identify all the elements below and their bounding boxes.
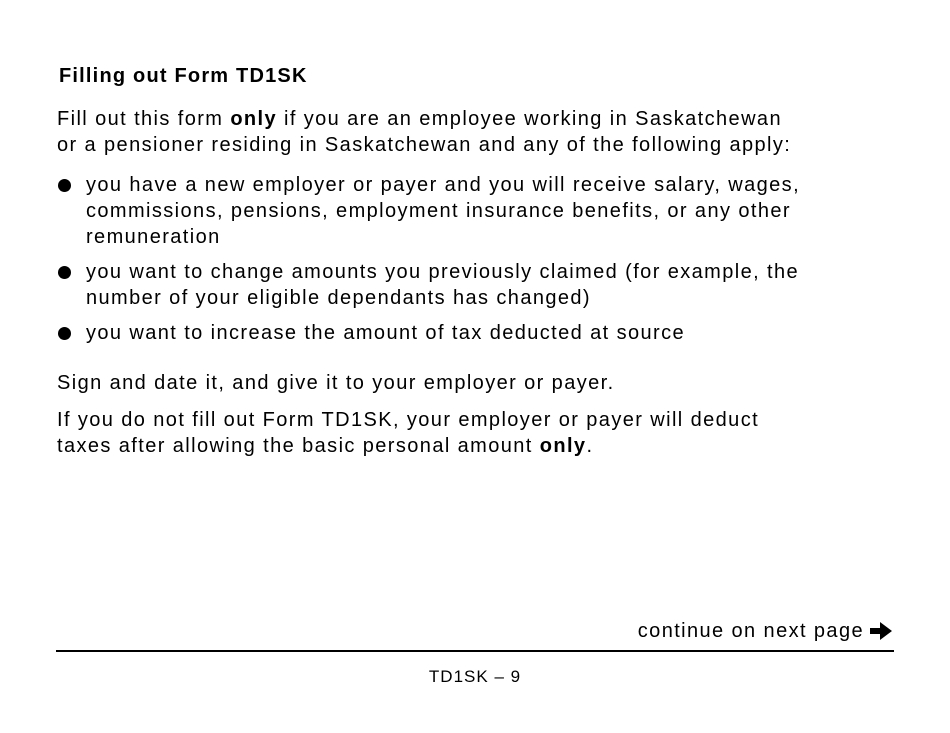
continue-label: continue on next page — [637, 620, 864, 642]
continue-next-page-link[interactable] — [638, 618, 894, 644]
intro-paragraph — [57, 106, 791, 158]
emphasis-only: only — [230, 108, 278, 130]
sign-paragraph: Sign and date it, and give it to your employer or payer. — [57, 372, 615, 394]
list-item: you want to increase the amount of tax deducted at source — [57, 320, 800, 346]
bullet-icon — [58, 327, 71, 340]
right-arrow-icon — [868, 620, 894, 642]
emphasis-only: only — [539, 435, 587, 457]
page-number: TD1SK – 9 — [428, 667, 522, 686]
conditions-list — [57, 172, 800, 355]
list-item: you want to change amounts you previously claimed (for example, the number of your eligible dependants has changed) — [57, 259, 800, 311]
footer-divider — [56, 650, 894, 652]
list-item: you have a new employer or payer and you will receive salary, wages, commissions, pensions, employment insurance benefits, or any other remuneration — [57, 172, 800, 250]
bullet-icon — [58, 266, 71, 279]
intro-line-2: or a pensioner residing in Saskatchewan and any of the following apply: — [57, 134, 792, 156]
bullet-icon — [58, 179, 71, 192]
section-heading: Filling out Form TD1SK — [59, 65, 308, 87]
intro-line-1: Fill out this form only if you are an employee working in Saskatchewan — [57, 108, 782, 130]
default-deduction-paragraph: If you do not fill out Form TD1SK, your employer or payer will deduct taxes after allowing the basic personal amount only. — [57, 409, 760, 457]
